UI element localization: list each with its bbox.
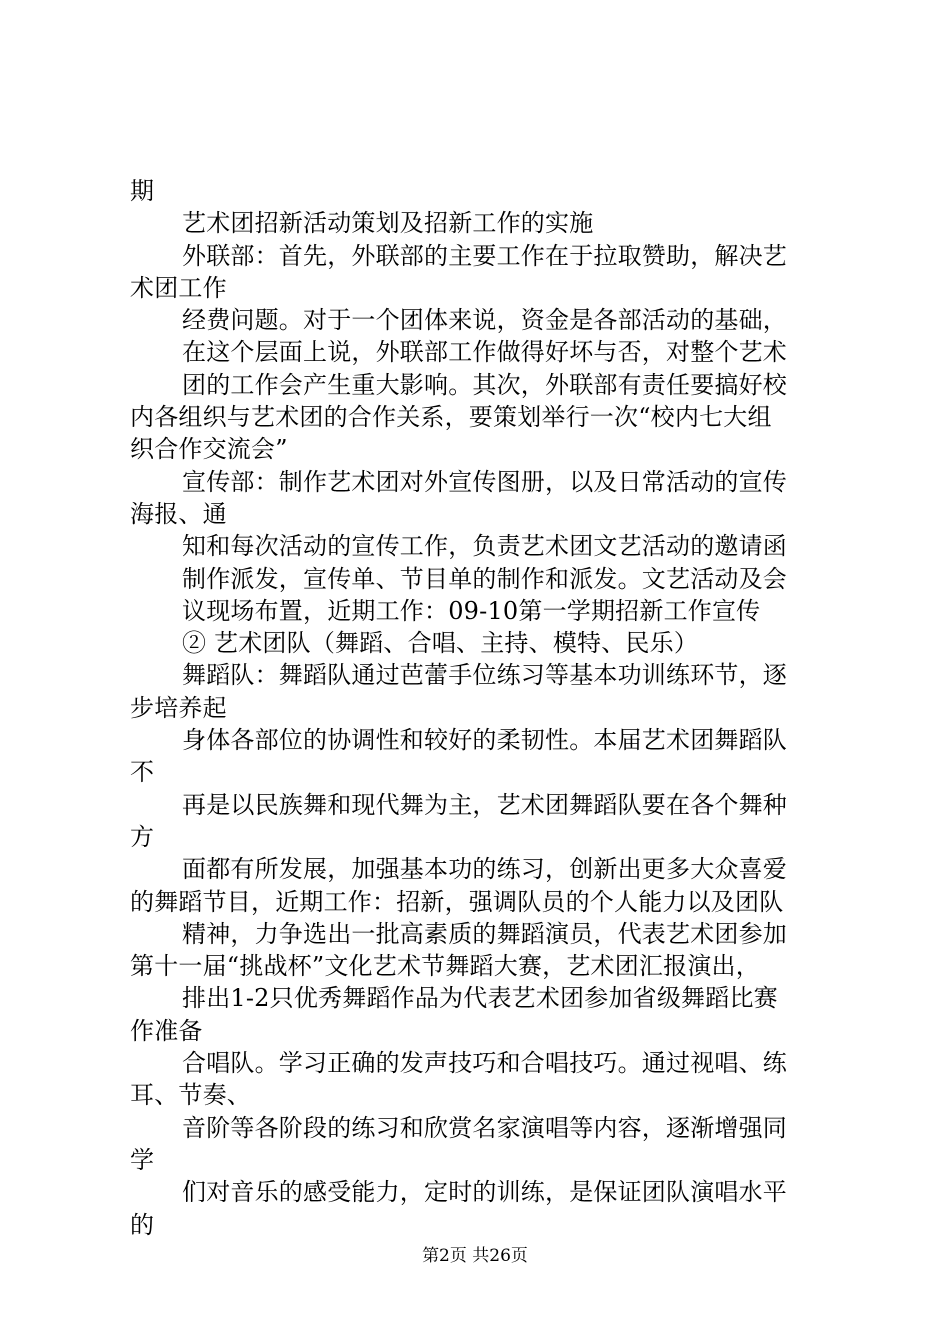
- text-line: ② 艺术团队（舞蹈、合唱、主持、模特、民乐）: [182, 629, 699, 658]
- document-body: [130, 175, 830, 1241]
- text-line: 步培养起: [130, 693, 227, 722]
- text-line: 学: [130, 1145, 155, 1174]
- text-line: 再是以民族舞和现代舞为主，艺术团舞蹈队要在各个舞种: [182, 790, 787, 819]
- text-line: 第十一届“挑战杯”文化艺术节舞蹈大赛，艺术团汇报演出，: [130, 952, 760, 981]
- text-line: 经费问题。对于一个团体来说，资金是各部活动的基础，: [182, 306, 787, 335]
- text-line: 耳、节奏、: [130, 1081, 251, 1110]
- text-line: 织合作交流会”: [130, 435, 288, 464]
- text-line: 身体各部位的协调性和较好的柔韧性。本届艺术团舞蹈队: [182, 726, 787, 755]
- text-line: 外联部：首先，外联部的主要工作在于拉取赞助，解决艺: [182, 241, 787, 270]
- text-line: 期: [130, 177, 155, 205]
- text-line: 作准备: [130, 1016, 203, 1045]
- text-line: 内各组织与艺术团的合作关系，要策划举行一次“校内七大组: [130, 403, 772, 432]
- text-line: 精神，力争选出一批高素质的舞蹈演员，代表艺术团参加: [182, 919, 787, 948]
- text-line: 排出1-2只优秀舞蹈作品为代表艺术团参加省级舞蹈比赛: [182, 984, 778, 1013]
- text-line: 合唱队。学习正确的发声技巧和合唱技巧。通过视唱、练: [182, 1049, 787, 1078]
- text-line: 们对音乐的感受能力，定时的训练，是保证团队演唱水平: [182, 1178, 787, 1207]
- text-line: 海报、通: [130, 499, 227, 528]
- text-line: 的: [130, 1210, 155, 1239]
- text-line: 的舞蹈节目，近期工作：招新，强调队员的个人能力以及团队: [130, 887, 784, 916]
- text-line: 舞蹈队：舞蹈队通过芭蕾手位练习等基本功训练环节，逐: [182, 661, 787, 690]
- text-line: 制作派发，宣传单、节目单的制作和派发。文艺活动及会: [182, 564, 787, 593]
- text-line: 不: [130, 758, 155, 787]
- text-line: 议现场布置，近期工作：09-10第一学期招新工作宣传: [182, 596, 761, 625]
- text-line: 方: [130, 822, 155, 851]
- text-line: 艺术团招新活动策划及招新工作的实施: [182, 209, 594, 238]
- text-line: 知和每次活动的宣传工作，负责艺术团文艺活动的邀请函: [182, 532, 787, 561]
- text-line: 在这个层面上说，外联部工作做得好坏与否，对整个艺术: [182, 338, 787, 367]
- text-line: 宣传部：制作艺术团对外宣传图册，以及日常活动的宣传: [182, 467, 787, 496]
- text-line: 音阶等各阶段的练习和欣赏名家演唱等内容，逐渐增强同: [182, 1113, 787, 1142]
- text-line: 面都有所发展，加强基本功的练习，创新出更多大众喜爱: [182, 855, 787, 884]
- page-number-footer: 第2页 共26页: [422, 1246, 528, 1266]
- text-line: 团的工作会产生重大影响。其次，外联部有责任要搞好校: [182, 370, 787, 399]
- text-line: 术团工作: [130, 273, 227, 302]
